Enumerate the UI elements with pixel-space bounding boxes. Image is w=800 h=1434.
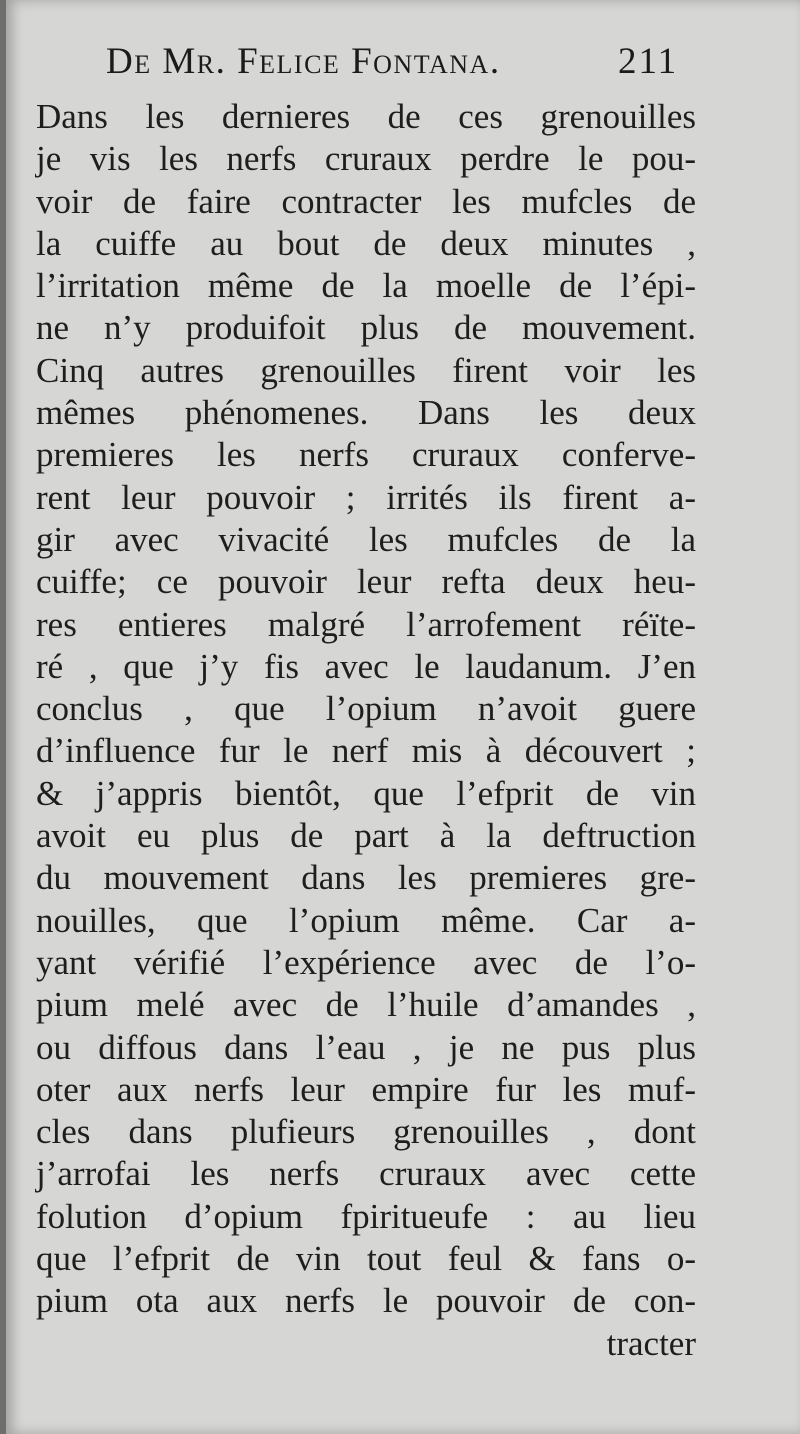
page-number: 211 — [618, 41, 679, 82]
book-page — [6, 0, 800, 1434]
text-line: Cinq autres grenouilles firent voir les — [36, 350, 696, 390]
body-text — [36, 96, 696, 1365]
text-line: yant vérifié l’expérience avec de l’o- — [36, 942, 696, 982]
catchword: tracter — [606, 1323, 696, 1363]
text-line: d’influence fur le nerf mis à découvert ; — [36, 731, 696, 771]
text-line: nouilles, que l’opium même. Car a- — [36, 900, 696, 940]
text-line: j’arrofai les nerfs cruraux avec cette — [36, 1154, 696, 1194]
text-line: cles dans plufieurs grenouilles , dont — [36, 1112, 696, 1152]
running-head: De Mr. Felice Fontana. — [106, 41, 501, 82]
page-header — [6, 40, 800, 90]
text-line: ou diffous dans l’eau , je ne pus plus — [36, 1027, 696, 1067]
text-line: cuiffe; ce pouvoir leur refta deux heu- — [36, 562, 696, 602]
text-line: la cuiffe au bout de deux minutes , — [36, 223, 696, 263]
text-line: folution d’opium fpiritueufe : au lieu — [36, 1196, 696, 1236]
text-line: conclus , que l’opium n’avoit guere — [36, 689, 696, 729]
text-line: je vis les nerfs cruraux perdre le pou- — [36, 139, 696, 179]
text-line: rent leur pouvoir ; irrités ils firent a- — [36, 477, 696, 517]
text-line: & j’appris bientôt, que l’efprit de vin — [36, 773, 696, 813]
text-line: ne n’y produifoit plus de mouvement. — [36, 308, 696, 348]
text-line: que l’efprit de vin tout feul & fans o- — [36, 1239, 696, 1279]
text-line: premieres les nerfs cruraux conferve- — [36, 435, 696, 475]
text-line: l’irritation même de la moelle de l’épi- — [36, 266, 696, 306]
text-line: res entieres malgré l’arrofement réïte- — [36, 604, 696, 644]
text-line: gir avec vivacité les mufcles de la — [36, 519, 696, 559]
text-line: voir de faire contracter les mufcles de — [36, 181, 696, 221]
text-line: Dans les dernieres de ces grenouilles — [36, 97, 696, 136]
text-line: oter aux nerfs leur empire fur les muf- — [36, 1069, 696, 1109]
text-line: pium melé avec de l’huile d’amandes , — [36, 985, 696, 1025]
text-line: pium ota aux nerfs le pouvoir de con- — [36, 1281, 696, 1321]
text-line: avoit eu plus de part à la deftruction — [36, 816, 696, 856]
text-line: du mouvement dans les premieres gre- — [36, 858, 696, 898]
text-line: ré , que j’y fis avec le laudanum. J’en — [36, 646, 696, 686]
text-line: mêmes phénomenes. Dans les deux — [36, 393, 696, 433]
